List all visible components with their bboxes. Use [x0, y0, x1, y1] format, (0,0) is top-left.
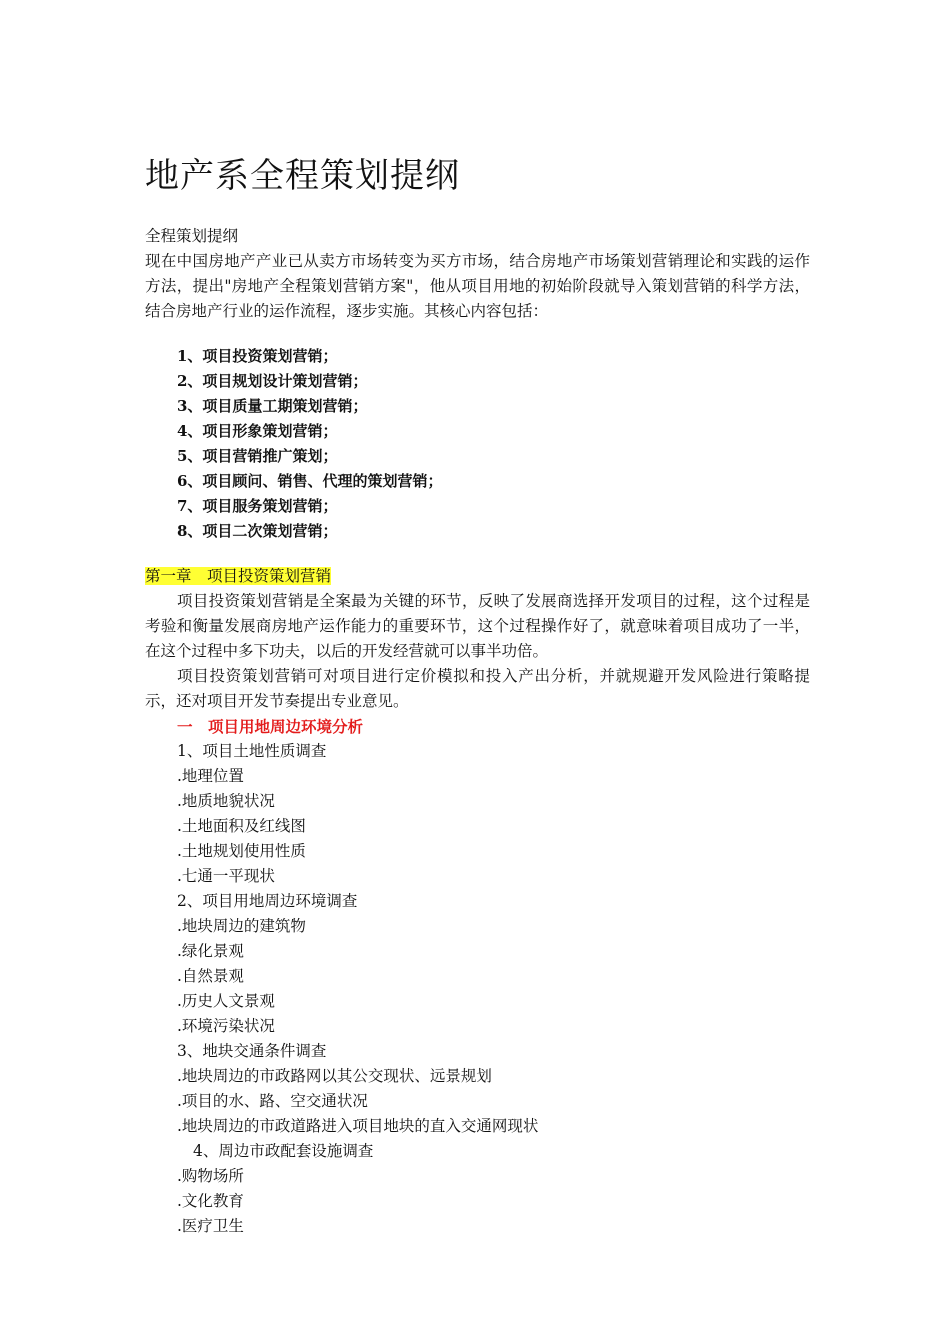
list-item: 3、项目质量工期策划营销；	[177, 397, 368, 415]
core-items-list	[145, 344, 810, 544]
outline-item: .项目的水、路、空交通状况	[177, 1092, 368, 1110]
section-outline	[145, 739, 810, 1239]
outline-item: .地块周边的建筑物	[177, 917, 306, 935]
outline-item: .地块周边的市政路网以其公交现状、远景规划	[177, 1067, 492, 1085]
list-item: 8、项目二次策划营销；	[177, 522, 338, 540]
outline-item: .土地面积及红线图	[177, 817, 306, 835]
outline-item: 3、地块交通条件调查	[177, 1042, 327, 1060]
spacer	[145, 544, 810, 564]
chapter-paragraph: 项目投资策划营销可对项目进行定价模拟和投入产出分析，并就规避开发风险进行策略提示，还对项目开发节奏提出专业意见。	[145, 667, 810, 710]
outline-item: 4、周边市政配套设施调查	[193, 1142, 374, 1160]
document-page	[145, 150, 810, 1239]
document-subtitle: 全程策划提纲	[145, 227, 239, 245]
outline-item: .文化教育	[177, 1192, 244, 1210]
chapter-heading	[145, 564, 810, 589]
outline-item: .医疗卫生	[177, 1217, 244, 1235]
outline-item: .绿化景观	[177, 942, 244, 960]
outline-item: .地理位置	[177, 767, 244, 785]
chapter-heading-text: 第一章 项目投资策划营销	[145, 567, 332, 585]
outline-item: .七通一平现状	[177, 867, 275, 885]
outline-item: .历史人文景观	[177, 992, 275, 1010]
document-title: 地产系全程策划提纲	[145, 156, 460, 196]
section-heading: 一 项目用地周边环境分析	[177, 717, 364, 736]
outline-item: .地块周边的市政道路进入项目地块的直入交通网现状	[177, 1117, 539, 1135]
outline-item: .自然景观	[177, 967, 244, 985]
list-item: 4、项目形象策划营销；	[177, 422, 338, 440]
outline-item: .土地规划使用性质	[177, 842, 306, 860]
list-item: 5、项目营销推广策划；	[177, 447, 338, 465]
intro-paragraph: 现在中国房地产产业已从卖方市场转变为买方市场，结合房地产市场策划营销理论和实践的运作方法，提出"房地产全程策划营销方案"，他从项目用地的初始阶段就导入策划营销的科学方法，结合房地产行业的运作流程，逐步实施。其核心内容包括：	[145, 252, 810, 320]
outline-item: .地质地貌状况	[177, 792, 275, 810]
list-item: 1、项目投资策划营销；	[177, 347, 338, 365]
list-item: 7、项目服务策划营销；	[177, 497, 338, 515]
outline-item: 2、项目用地周边环境调查	[177, 892, 358, 910]
outline-item: 1、项目土地性质调查	[177, 742, 327, 760]
list-item: 2、项目规划设计策划营销；	[177, 372, 368, 390]
chapter-paragraph: 项目投资策划营销是全案最为关键的环节，反映了发展商选择开发项目的过程，这个过程是考验和衡量发展商房地产运作能力的重要环节，这个过程操作好了，就意味着项目成功了一半，在这个过程中多下功夫，以后的开发经营就可以事半功倍。	[145, 592, 810, 660]
list-item: 6、项目顾问、销售、代理的策划营销；	[177, 472, 443, 490]
outline-item: .购物场所	[177, 1167, 244, 1185]
outline-item: .环境污染状况	[177, 1017, 275, 1035]
spacer	[145, 324, 810, 344]
